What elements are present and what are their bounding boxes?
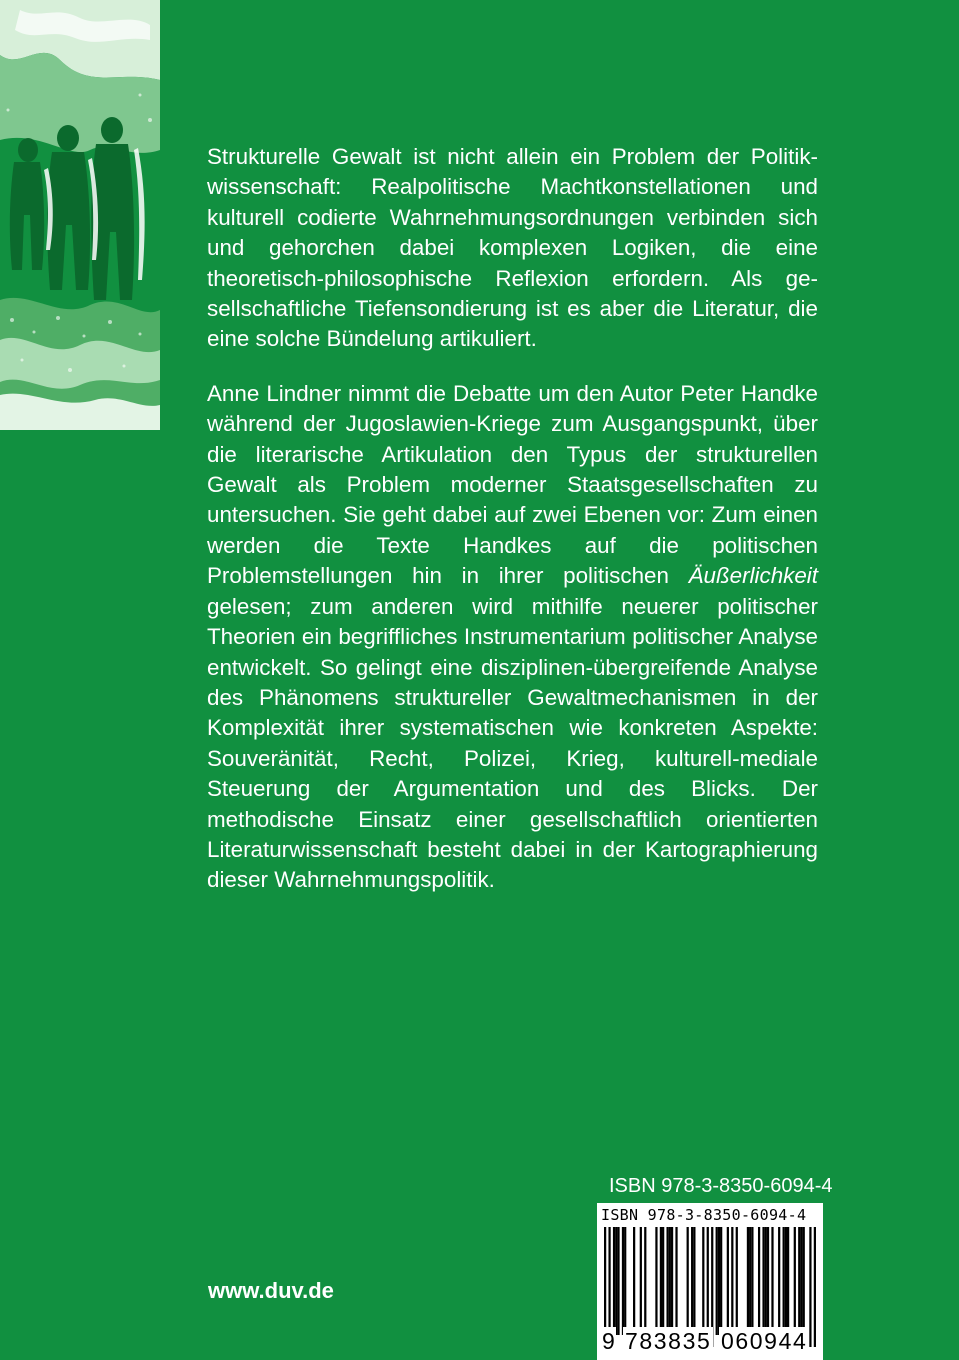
barcode-bar: [809, 1227, 811, 1347]
barcode-bar: [718, 1227, 720, 1335]
blurb-emphasis: Äußerlichkeit: [688, 563, 818, 589]
barcode-bar: [671, 1227, 673, 1335]
blurb-paragraph-2-text-end: gelesen; zum anderen wird mithilfe neuerer politischer Theorien ein begriffliches Instrumentarium politischer Analyse entwickelt. So gelingt eine disziplinen-übergreifende Analyse des Phänomens struktureller Gewaltmechanismen in der Komplexität ihrer systematischen wie konkreten Aspekte: Souveränität, Recht, Polizei, Krieg, kulturell-mediale Steuerung der Argumentation und des Blicks. Der methodische Einsatz einer gesellschaftlich orientierten Literaturwissenschaft besteht dabei in der Kartographierung dieser Wahrnehmungspolitik.: [207, 593, 818, 893]
barcode-bar: [771, 1227, 773, 1335]
barcode-digit-group-2: 060944: [721, 1328, 808, 1354]
halftone-photo-of-people: [0, 0, 160, 430]
cover-photo: [0, 0, 160, 430]
barcode-bar: [747, 1227, 749, 1335]
barcode-bar: [736, 1227, 738, 1335]
barcode-bar: [666, 1227, 668, 1335]
barcode-bar: [800, 1227, 802, 1335]
barcode-bar: [778, 1227, 780, 1335]
barcode-bar: [749, 1227, 751, 1335]
barcode-bar: [687, 1227, 689, 1335]
barcode-bar: [731, 1227, 733, 1335]
barcode-bar: [787, 1227, 789, 1335]
barcode-bar: [691, 1227, 693, 1335]
barcode-bar: [669, 1227, 671, 1335]
barcode-bar: [814, 1227, 816, 1347]
barcode-bar: [762, 1227, 764, 1335]
isbn-barcode: [597, 1203, 823, 1360]
barcode-bar: [765, 1227, 767, 1335]
barcode-bar: [803, 1227, 805, 1335]
blurb-paragraph-2: [207, 379, 818, 896]
barcode-bar: [662, 1227, 664, 1335]
back-cover-blurb: [207, 142, 818, 896]
barcode-bar: [785, 1227, 787, 1335]
barcode-bar: [613, 1227, 615, 1335]
barcode-bar: [702, 1227, 704, 1335]
barcode-bar: [783, 1227, 785, 1335]
barcode-bar: [617, 1227, 619, 1335]
barcode-bar: [727, 1227, 729, 1335]
barcode-bar: [798, 1227, 800, 1335]
barcode-isbn-text: ISBN 978-3-8350-6094-4: [601, 1206, 807, 1224]
barcode-lead-digit: 9: [602, 1328, 615, 1354]
barcode-bar: [751, 1227, 753, 1335]
barcode-bar: [633, 1227, 635, 1335]
barcode-bar: [767, 1227, 769, 1335]
barcode-bar: [794, 1227, 796, 1335]
barcode-bar: [693, 1227, 695, 1335]
barcode-digit-group-1: 783835: [625, 1328, 712, 1354]
barcode-bar: [716, 1227, 718, 1335]
barcode-bar: [660, 1227, 662, 1335]
barcode-bar: [640, 1227, 642, 1335]
isbn-label: ISBN 978-3-8350-6094-4: [609, 1175, 833, 1197]
barcode-bar: [624, 1227, 626, 1335]
barcode-bar: [758, 1227, 760, 1335]
barcode-bar: [622, 1227, 624, 1335]
blurb-paragraph-1: Strukturelle Gewalt ist nicht allein ein Problem der Politikwissenschaft: Realpolitische Machtkonstellationen und kulturell codierte Wahrnehmungsordnungen verbinden sich und gehorchen dabei komplexen Logiken, die eine theoretisch-philosophische Reflexion erfordern. Als gesellschaftliche Tiefensondierung ist es aber die Literatur, die eine solche Bündelung artikuliert.: [207, 144, 818, 352]
barcode-bar: [675, 1227, 677, 1335]
barcode-bar: [720, 1227, 722, 1335]
barcode-bar: [615, 1227, 617, 1335]
publisher-website: www.duv.de: [208, 1278, 334, 1303]
barcode-bar: [655, 1227, 657, 1335]
barcode-bar: [644, 1227, 646, 1335]
blurb-paragraph-2-text-start: Anne Lindner nimmt die Debatte um den Autor Peter Handke während der Jugoslawien-Kriege zum Ausgangspunkt, über die literarische Artikulation den Typus der strukturellen Gewalt als Problem moderner Staatsgesellschaften zu untersuchen. Sie geht dabei auf zwei Ebenen vor: Zum einen werden die Texte Handkes auf die politischen Problemstellungen hin in ihrer politischen: [207, 380, 818, 589]
